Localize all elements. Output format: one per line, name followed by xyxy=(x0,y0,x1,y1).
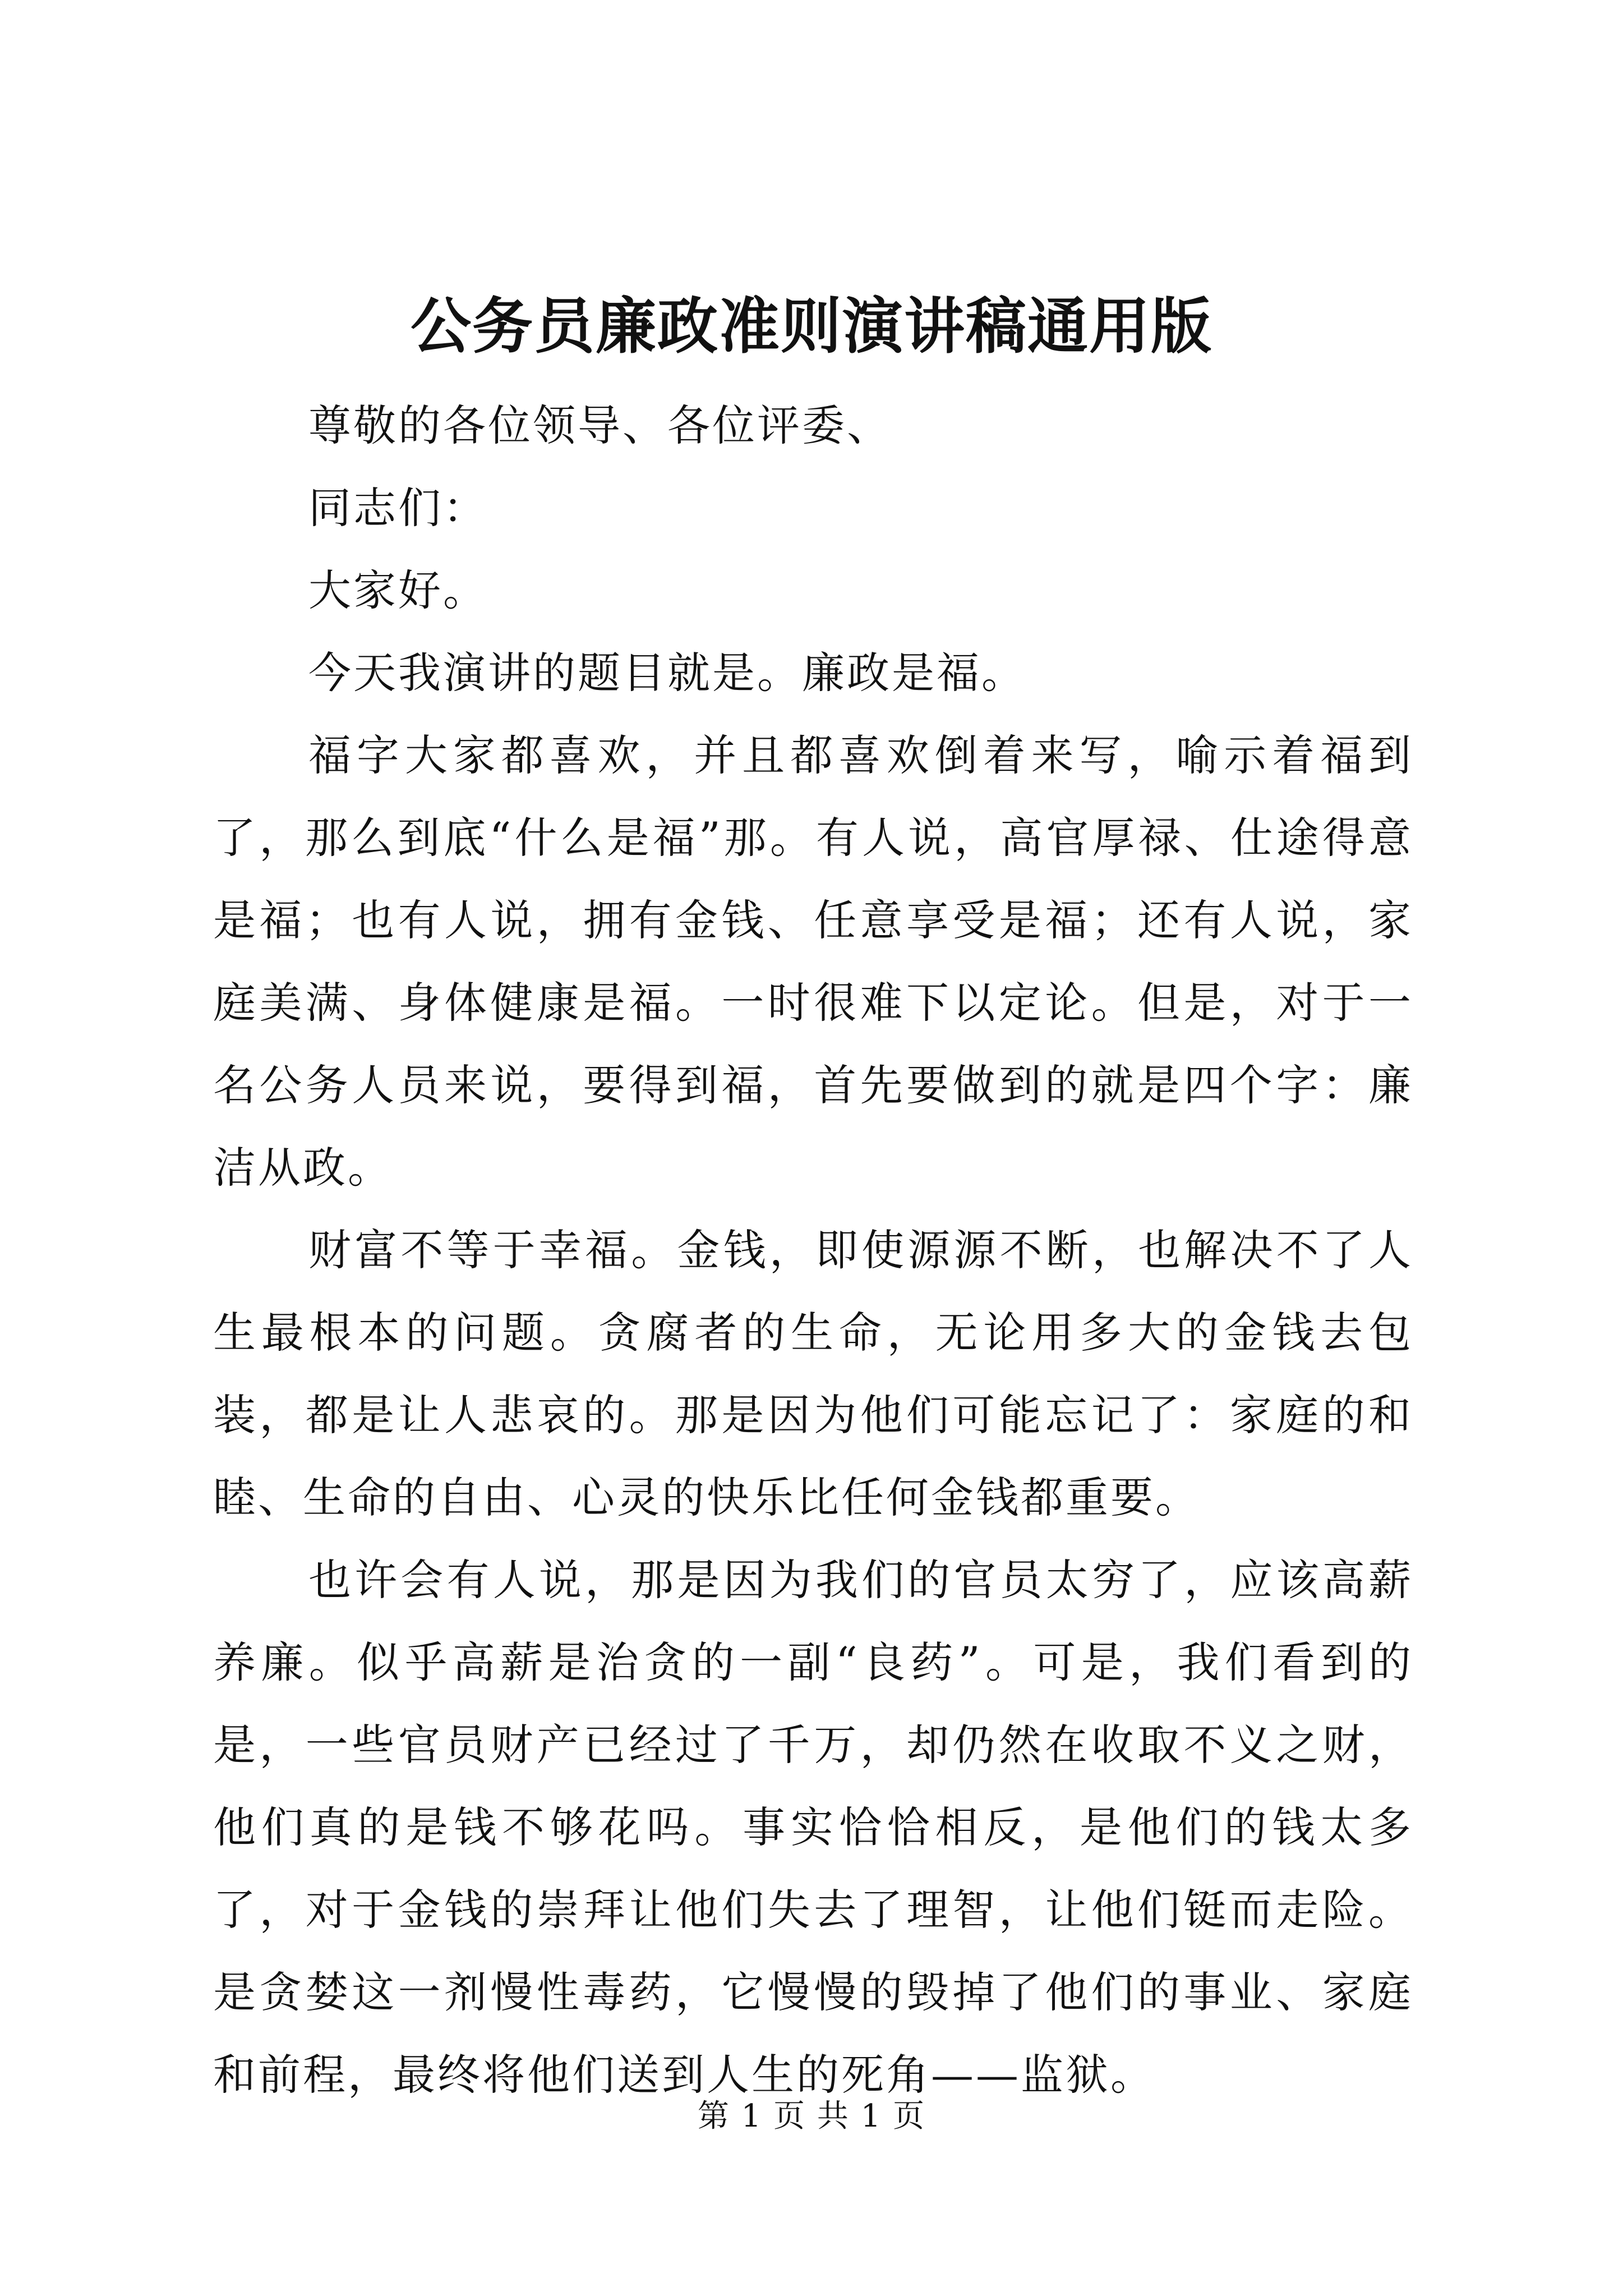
paragraph-body: 也许会有人说，那是因为我们的官员太穷了，应该高薪养廉。似乎高薪是治贪的一副“良药”。可是，我们看到的是，一些官员财产已经过了千万，却仍然在收取不义之财，他们真的是钱不够花吗。事实恰恰相反，是他们的钱太多了，对于金钱的崇拜让他们失去了理智，让他们铤而走险。是贪婪这一剂慢性毒药，它慢慢的毁掉了他们的事业、家庭和前程，最终将他们送到人生的死角——监狱。 xyxy=(213,1555,1413,2100)
document-title: 公务员廉政准则演讲稿通用版 xyxy=(410,291,1212,362)
paragraph-body: 福字大家都喜欢，并且都喜欢倒着来写，喻示着福到了，那么到底“什么是福”那。有人说，高官厚禄、仕途得意是福；也有人说，拥有金钱、任意享受是福；还有人说，家庭美满、身体健康是福。一时很难下以定论。但是，对于一名公务人员来说，要得到福，首先要做到的就是四个字：廉洁从政。 xyxy=(213,730,1413,1193)
page-number-footer: 第 1 页 共 1 页 xyxy=(697,2098,926,2134)
paragraph-salutation-comrades: 同志们： xyxy=(308,483,488,533)
paragraph-salutation: 尊敬的各位领导、各位评委、 xyxy=(308,401,892,450)
paragraph-greeting: 大家好。 xyxy=(308,565,488,615)
document-body xyxy=(213,384,1413,2116)
paragraph-topic: 今天我演讲的题目就是。廉政是福。 xyxy=(308,648,1026,698)
paragraph-body: 财富不等于幸福。金钱，即使源源不断，也解决不了人生最根本的问题。贪腐者的生命，无论用多大的金钱去包装，都是让人悲哀的。那是因为他们可能忘记了：家庭的和睦、生命的自由、心灵的快乐比任何金钱都重要。 xyxy=(213,1225,1413,1522)
